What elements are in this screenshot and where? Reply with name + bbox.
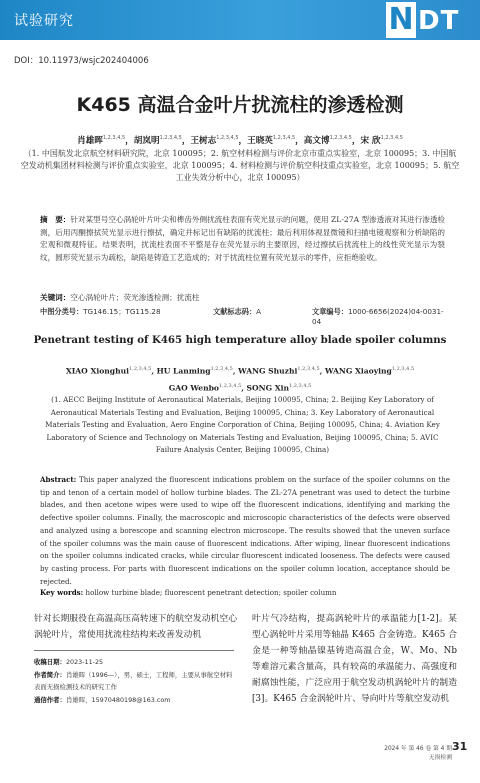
author-name: SONG Xin — [246, 383, 290, 393]
author-affiliation-marker: 1,2,3,4,5 — [391, 366, 415, 372]
footnote-divider — [34, 650, 234, 651]
author-name: XIAO Xionghui — [65, 366, 130, 376]
author-affiliation-marker: 1,2,3,4,5 — [329, 135, 352, 142]
author-affiliation-marker: 1,2,3,4,5 — [218, 382, 242, 389]
footnote-received: 收稿日期：2023-11-25 — [34, 658, 104, 666]
doc-code-field: 文献标志码：A — [213, 307, 262, 316]
author-affiliation-marker: 1,2,3,4,5 — [216, 135, 239, 142]
body-text-right-column: 叶片气冷结构，提高涡轮叶片的承温能力[1-2]。某型心涡轮叶片采用等轴晶 K465 合金铸造。K465 合金是一种等轴晶镍基铸造高温合金，W、Mo、Nb 等难溶元素含量高，具有较高的承温能力、高强度和耐腐蚀性能，广泛应用于航空发动机涡轮叶片的制造[3]。K465 合金涡轮叶片、导向叶片等航空发动机 — [252, 614, 457, 704]
body-text-left-column: 针对长期服役在高温高压高转速下的航空发动机空心涡轮叶片，常使用扰流柱结构来改善发动机 — [34, 614, 237, 640]
journal-logo — [386, 2, 464, 38]
author-name: GAO Wenbo — [168, 383, 219, 393]
affiliations-english: (1. AECC Beijing Institute of Aeronautical Materials, Beijing 100095, China; 2. Beijing Key Laboratory of Aeronautical Materials Testing and Evaluation, Beijing 100095, China; 3. Key Laboratory of Aeronautical Materials Testing and Evaluation, Aero Engine Corporation of China, Beijing 100095, China; 4. Aviation Key Laboratory of Science and Technology on Materials Testing and Evaluation, Beijing 100095, China; 5. AVIC Failure Analysis Center, Beijing 100095, China) — [45, 395, 440, 454]
keywords-english — [40, 588, 450, 597]
footnote-author-bio: 作者简介：肖雄晖（1996—），男，硕士，工程师，主要从事航空材料表面无损检测技术的研究工作 — [34, 670, 233, 691]
article-number-field: 文章编号：1000-6656(2024)04-0031-04 — [312, 307, 444, 326]
abstract-cn-label: 摘 要： — [40, 215, 71, 224]
keywords-cn-label: 关键词： — [40, 293, 71, 302]
author-name: 王晓英 — [247, 136, 273, 146]
section-label: 试验研究 — [14, 13, 74, 29]
author-affiliation-marker: 1,2,3,4,5 — [159, 135, 182, 142]
page-number: 31 — [452, 740, 468, 753]
keywords-en-text: hollow turbine blade; fluorescent penetrant detection; spoiler column — [85, 588, 337, 597]
abstract-cn-text: 针对某型号空心涡轮叶片叶尖和榫齿外侧扰流柱表面有荧光显示的问题，使用 ZL-27A 型渗透液对其进行渗透检测，后用丙酮擦拭荧光显示进行擦拭，确定并标记出有缺陷的扰流柱；最后利用体视显微镜和扫描电镜观察和分析缺陷的宏观和微观特征。结果表明，扰流柱表面不平整是存在荧光显示的主要原因，经过擦拭后扰流柱上的线性荧光显示为裂纹，圆形荧光显示为疏松，缺陷是铸造工艺造成的；对于扰流柱位置有荧光显示的零件，应拒绝验收。 — [40, 215, 446, 262]
author-affiliation-marker: 1,2,3,4,5 — [272, 135, 296, 142]
keywords-en-label: Key words: — [40, 588, 84, 597]
author-name: HU Lanming — [156, 366, 211, 376]
logo-dt: DT — [418, 6, 460, 36]
author-affiliation-marker: 1,2,3,4,5 — [297, 366, 320, 372]
authors-english — [40, 362, 440, 395]
keywords-cn-text: 空心涡轮叶片；荧光渗透检测；扰流柱 — [70, 293, 200, 302]
classification-row — [40, 307, 445, 326]
affiliations-chinese: （1. 中国航发北京航空材料研究院，北京 100095；2. 航空材料检测与评价北京市重点实验室，北京 100095；3. 中国航空发动机集团材料检测与评价重点实验室，北京 100095；4. 材料检测与评价航空科技重点实验室，北京 100095；5. 航空工业失效分析中心，北京 100095） — [20, 149, 460, 182]
clc-field: 中图分类号：TG146.15；TG115.28 — [40, 307, 161, 316]
abstract-chinese — [40, 214, 445, 264]
journal-header-bar — [0, 0, 480, 40]
authors-english-line-2: GAO Wenbo$^{1,2,3,4,5}$, SONG Xin$^{1,2,3,4,5}$ — [168, 382, 312, 393]
abstract-en-label: Abstract: — [40, 475, 77, 484]
journal-name: 无损检测 — [428, 755, 452, 761]
authors-english-line-1: XIAO Xionghui$^{1,2,3,4,5}$, HU Lanming$^{1,2,3,4,5}$, WANG Shuzhi$^{1,2,3,4,5}$, WANG Xiaoying$^{1,2,3,4,5}$ — [65, 366, 415, 376]
footnotes — [34, 656, 237, 706]
author-name: 胡岚明 — [133, 136, 160, 146]
author-name: 宋 欣 — [360, 136, 381, 146]
journal-footer — [372, 745, 452, 763]
author-affiliation-marker: 1,2,3,4,5 — [380, 135, 403, 142]
author-affiliation-marker: 1,2,3,4,5 — [129, 366, 152, 372]
author-name: 肖雄晖 — [77, 136, 103, 146]
author-affiliation-marker: 1,2,3,4,5 — [102, 135, 126, 142]
title-english: Penetrant testing of K465 high temperature alloy blade spoiler columns — [33, 334, 447, 346]
doi[interactable]: DOI：10.11973/wsjc202404006 — [14, 56, 149, 66]
author-name: 王树志 — [190, 136, 217, 146]
logo-n: N — [386, 2, 416, 38]
author-name: WANG Xiaoying — [324, 366, 392, 376]
keywords-chinese — [40, 292, 445, 303]
author-name: WANG Shuzhi — [238, 366, 298, 376]
title-chinese: K465 高温合金叶片扰流柱的渗透检测 — [76, 94, 404, 116]
abstract-en-text: This paper analyzed the fluorescent indications problem on the surface of the spoiler columns on the tip and tenon of a certain model of hollow turbine blades. The ZL-27A penetrant was used to detect the turbine blades, and then acetone wipes were used to wipe off the fluorescent indications, identifying and marking the defective spoiler columns. Finally, the macroscopic and microscopic characteristics of the defects were observed and analyzed using a borescope and scanning electron microscope. The results showed that the uneven surface of the spoiler columns was the main cause of fluorescent indications. After wiping, linear fluorescent indications on the spoiler columns indicated cracks, while circular fluorescent indicated looseness. The defects were caused by casting process. For parts with fluorescent indications on the spoiler column location, acceptance should be rejected. — [40, 475, 450, 586]
author-affiliation-marker: 1,2,3,4,5 — [210, 366, 233, 372]
footnote-contact[interactable]: 通信作者：肖雄晖，15970480198@163.com — [34, 695, 171, 704]
abstract-english — [40, 474, 450, 588]
author-affiliation-marker: 1,2,3,4,5 — [289, 382, 312, 389]
authors-chinese: 肖雄晖$^{1,2,3,4,5}$，胡岚明$^{1,2,3,4,5}$，王树志$^{1,2,3,4,5}$，王晓英$^{1,2,3,4,5}$，高文博$^{1,2,3,4,5}$，宋 欣$^{1,2,3,4,5}$ — [77, 135, 403, 146]
journal-issue: 2024 年 第 46 卷 第 4 期 — [384, 746, 452, 752]
author-name: 高文博 — [303, 136, 330, 146]
